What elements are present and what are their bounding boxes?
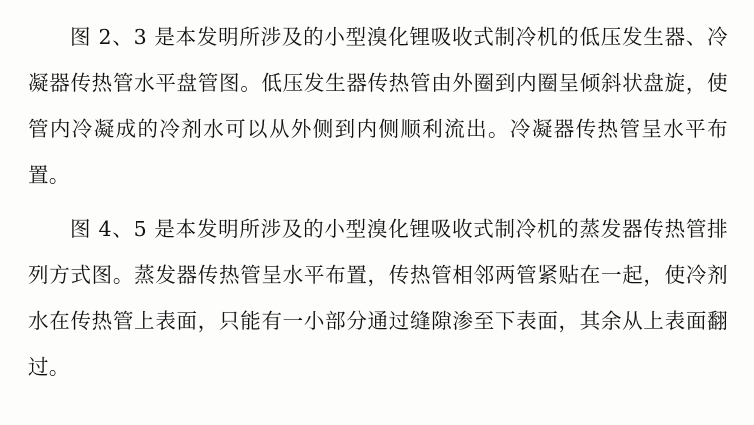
paragraph-1: 图 2、3 是本发明所涉及的小型溴化锂吸收式制冷机的低压发生器、冷凝器传热管水平盘管图。低压发生器传热管由外圈到内圈呈倾斜状盘旋，使管内冷凝成的冷剂水可以从外侧到内侧顺利流出。冷凝器传热管呈水平布置。 <box>28 25 728 187</box>
paragraph-2: 图 4、5 是本发明所涉及的小型溴化锂吸收式制冷机的蒸发器传热管排列方式图。蒸发器传热管呈水平布置，传热管相邻两管紧贴在一起，使冷剂水在传热管上表面，只能有一小部分通过缝隙渗至下表面，其余从上表面翻过。 <box>28 217 728 379</box>
document-body <box>28 14 728 390</box>
